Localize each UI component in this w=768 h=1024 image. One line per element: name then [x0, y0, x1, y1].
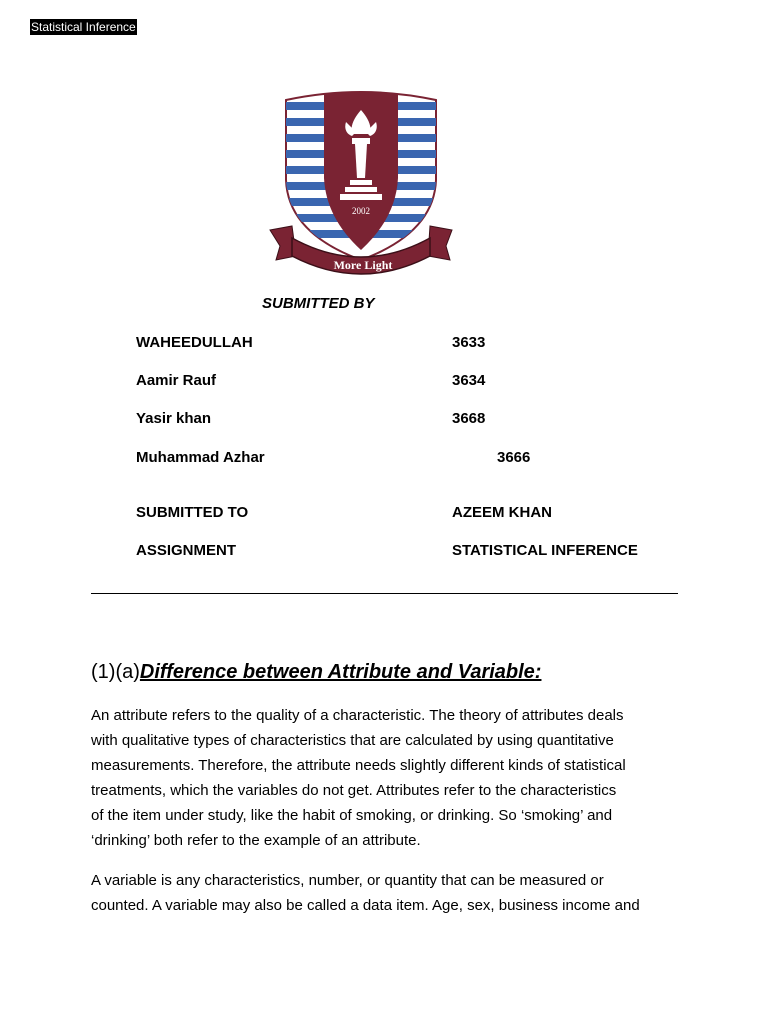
- university-crest-logo: [266, 88, 456, 278]
- member-name: WAHEEDULLAH: [136, 334, 253, 351]
- svg-text:2002: 2002: [352, 206, 370, 216]
- text-line: A variable is any characteristics, number, or quantity that can be measured or: [91, 872, 604, 889]
- member-name: Yasir khan: [136, 410, 212, 427]
- paragraph-variable: [91, 868, 691, 918]
- member-row: [136, 408, 696, 430]
- section-heading: [91, 658, 541, 686]
- assignment-label: ASSIGNMENT: [136, 542, 237, 559]
- member-id: 3668: [452, 410, 486, 427]
- crest-emblem-icon: [266, 88, 456, 278]
- member-id: 3633: [452, 334, 486, 351]
- text-line: ‘drinking’ both refer to the example of an attribute.: [91, 832, 421, 849]
- section-title: Difference between Attribute and Variable:: [139, 661, 542, 683]
- text-line: treatments, which the variables do not get. Attributes refer to the characteristics: [91, 782, 617, 799]
- page-header-label: Statistical Inference: [31, 20, 136, 34]
- submitted-to-row: [136, 502, 696, 524]
- assignment-row: [136, 540, 696, 562]
- member-row: [136, 447, 696, 469]
- member-id: 3634: [452, 372, 486, 389]
- submitted-by-heading: SUBMITTED BY: [262, 295, 375, 312]
- text-line: measurements. Therefore, the attribute needs slightly different kinds of statistical: [91, 757, 626, 774]
- section-number: (1)(a): [91, 661, 140, 683]
- assignment-value: STATISTICAL INFERENCE: [452, 542, 638, 559]
- text-line: with qualitative types of characteristics that are calculated by using quantitative: [91, 732, 614, 749]
- text-line: of the item under study, like the habit of smoking, or drinking. So ‘smoking’ and: [91, 807, 613, 824]
- member-name: Muhammad Azhar: [136, 449, 265, 466]
- paragraph-attribute: [91, 703, 691, 853]
- submitted-to-value: AZEEM KHAN: [452, 504, 552, 521]
- text-line: An attribute refers to the quality of a characteristic. The theory of attributes deals: [91, 707, 624, 724]
- text-line: counted. A variable may also be called a data item. Age, sex, business income and: [91, 897, 640, 914]
- member-row: [136, 332, 696, 354]
- horizontal-divider: [91, 593, 678, 594]
- member-name: Aamir Rauf: [136, 372, 217, 389]
- svg-text:More Light: More Light: [333, 258, 393, 272]
- member-row: [136, 370, 696, 392]
- member-id: 3666: [497, 449, 531, 466]
- submitted-to-label: SUBMITTED TO: [136, 504, 249, 521]
